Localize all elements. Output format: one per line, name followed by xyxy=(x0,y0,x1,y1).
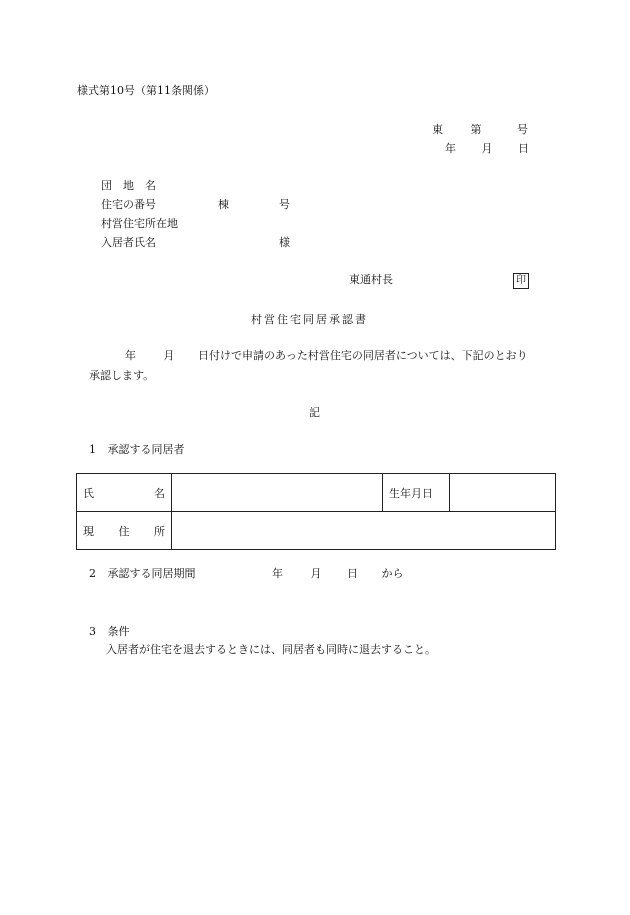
period-day: 日 xyxy=(347,567,358,580)
section-3-text: 入居者が住宅を退去するときには、同居者も同時に退去すること。 xyxy=(106,643,436,656)
addr-label-b: 住 xyxy=(118,524,130,538)
period-month: 月 xyxy=(310,567,322,580)
section-2-number: 2 xyxy=(89,567,96,580)
body-month: 月 xyxy=(163,349,175,362)
document-title: 村営住宅同居承認書 xyxy=(251,313,368,326)
period-date xyxy=(272,567,404,581)
doc-number-mid: 第 xyxy=(470,123,482,136)
section-3-title: 条件 xyxy=(107,625,130,638)
address-label: 村営住宅所在地 xyxy=(101,217,178,230)
birth-label-cell xyxy=(383,474,450,512)
section-1-title: 承認する同居者 xyxy=(107,443,185,456)
address-label-cell xyxy=(77,512,172,550)
honorific: 様 xyxy=(279,236,290,249)
resident-label: 入居者氏名 xyxy=(101,236,156,249)
address-value-cell xyxy=(172,512,556,550)
section-1-heading xyxy=(89,443,185,457)
seal-mark xyxy=(513,273,529,289)
housing-number-label: 住宅の番号 xyxy=(101,198,156,211)
issuer-name: 東通村長 xyxy=(349,273,393,286)
section-2-heading xyxy=(89,567,196,581)
document-number xyxy=(432,123,528,137)
building-unit: 棟 xyxy=(218,198,229,211)
doc-number-prefix: 東 xyxy=(432,123,443,136)
birth-label: 生年月日 xyxy=(389,486,433,500)
table-row xyxy=(77,512,556,550)
doc-number-suffix: 号 xyxy=(517,123,528,136)
ki-heading: 記 xyxy=(309,406,320,419)
name-label-cell xyxy=(77,474,172,512)
birth-value-cell xyxy=(450,474,556,512)
section-1-number: 1 xyxy=(89,443,96,456)
table-row xyxy=(77,474,556,512)
body-text-1: 日付けで申請のあった村営住宅の同居者については、下記のとおり xyxy=(198,349,528,362)
name-label-b: 名 xyxy=(154,486,165,500)
date-year: 年 xyxy=(445,142,456,155)
body-year: 年 xyxy=(125,349,136,362)
date-month: 月 xyxy=(481,142,493,155)
issue-date xyxy=(445,142,529,156)
form-number: 様式第10号（第11条関係） xyxy=(77,84,215,97)
section-2-title: 承認する同居期間 xyxy=(107,567,196,580)
cohabitant-table xyxy=(76,473,556,550)
body-line-1 xyxy=(125,349,528,363)
period-from: から xyxy=(381,567,404,580)
name-label-a: 氏 xyxy=(83,486,94,500)
section-3-heading xyxy=(89,625,130,639)
addr-label-c: 所 xyxy=(154,524,165,538)
period-year: 年 xyxy=(272,567,283,580)
housing-number-line xyxy=(101,198,290,212)
addr-label-a: 現 xyxy=(83,524,94,538)
room-unit: 号 xyxy=(279,198,290,211)
section-3-number: 3 xyxy=(89,625,96,638)
date-day: 日 xyxy=(518,142,529,155)
resident-line xyxy=(101,236,290,250)
body-line-2: 承認します。 xyxy=(89,369,155,382)
complex-label: 団 地 名 xyxy=(101,179,156,192)
name-value-cell xyxy=(172,474,383,512)
seal-icon: 印 xyxy=(513,273,529,289)
